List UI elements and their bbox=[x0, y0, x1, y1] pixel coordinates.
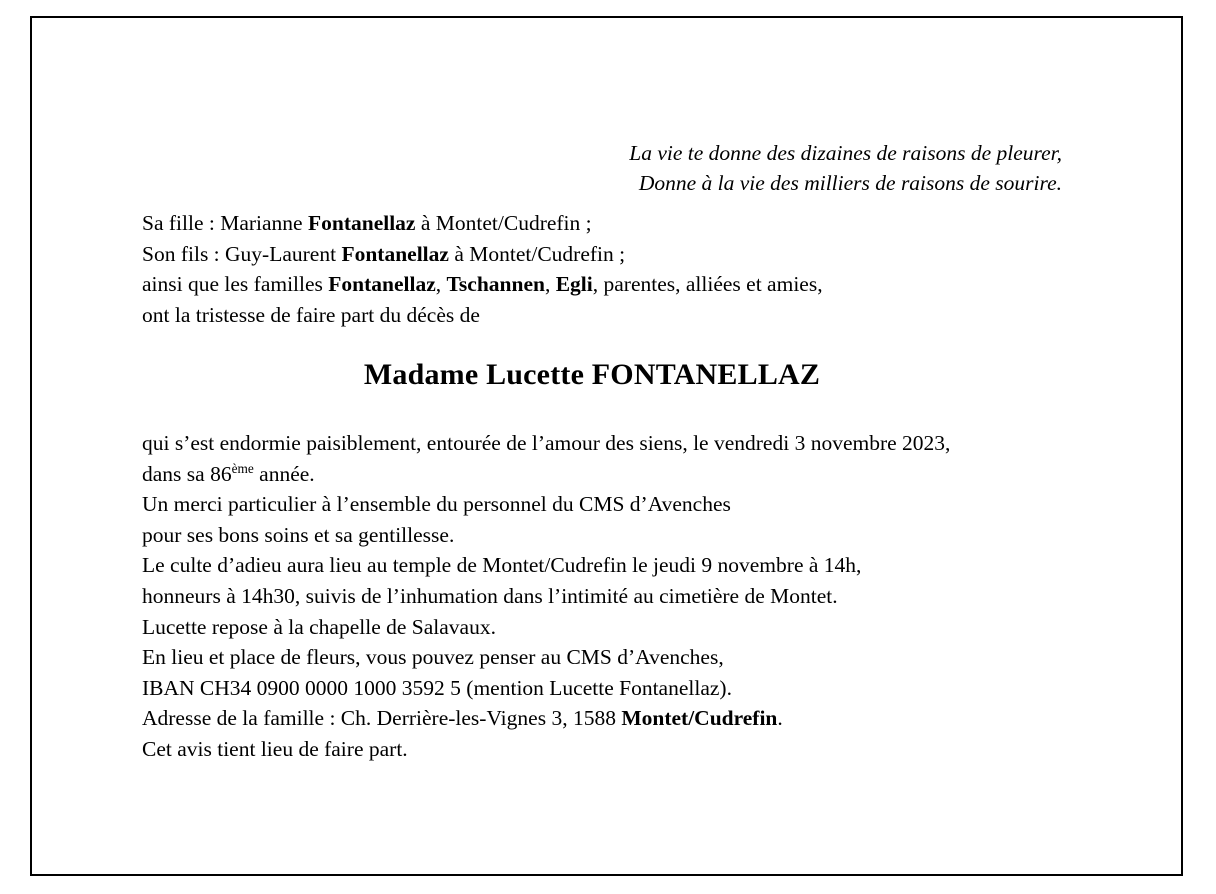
text-run: Un merci particulier à l’ensemble du personnel du CMS d’Avenches bbox=[142, 492, 731, 517]
text-run: dans sa 86 bbox=[142, 461, 232, 486]
detail-line bbox=[142, 428, 950, 459]
emphasis-text: Montet/Cudrefin bbox=[621, 706, 778, 731]
detail-line bbox=[142, 734, 950, 765]
detail-line bbox=[142, 550, 950, 581]
epigraph bbox=[32, 138, 1062, 198]
announcement-line bbox=[142, 239, 823, 270]
detail-line bbox=[142, 459, 950, 490]
detail-line bbox=[142, 703, 950, 734]
text-run: . bbox=[777, 706, 783, 731]
text-run: qui s’est endormie paisiblement, entourée de l’amour des siens, le vendredi 3 novembre 2023, bbox=[142, 431, 951, 455]
text-run: Sa fille : Marianne bbox=[142, 211, 308, 235]
text-run: ème bbox=[231, 460, 254, 476]
text-run: ainsi que les familles bbox=[142, 272, 329, 296]
text-run: Adresse de la famille : Ch. Derrière-les-Vignes 3, 1588 bbox=[142, 706, 622, 731]
text-run: honneurs à 14h30, suivis de l’inhumation dans l’intimité au cimetière de Montet. bbox=[142, 583, 838, 608]
text-run: , parentes, alliées et amies, bbox=[592, 272, 823, 296]
emphasis-text: Fontanellaz bbox=[341, 241, 449, 266]
announcement-line bbox=[142, 300, 823, 331]
detail-line bbox=[142, 581, 950, 612]
text-run: à Montet/Cudrefin ; bbox=[415, 211, 592, 235]
text-run: année. bbox=[253, 461, 315, 486]
text-run: Cet avis tient lieu de faire part. bbox=[142, 736, 408, 761]
detail-line bbox=[142, 520, 950, 551]
emphasis-text: Egli bbox=[555, 272, 593, 296]
emphasis-text: Fontanellaz bbox=[307, 211, 416, 235]
announcement-line bbox=[142, 208, 823, 239]
death-notice-page bbox=[30, 16, 1183, 876]
deceased-name: Madame Lucette FONTANELLAZ bbox=[363, 358, 821, 391]
text-run: En lieu et place de fleurs, vous pouvez penser au CMS d’Avenches, bbox=[142, 645, 724, 670]
text-run: Son fils : Guy-Laurent bbox=[142, 241, 342, 266]
detail-line bbox=[142, 489, 950, 520]
emphasis-text: Tschannen bbox=[446, 272, 545, 296]
text-run: , bbox=[544, 272, 556, 296]
notice-content bbox=[32, 18, 1181, 874]
detail-line bbox=[142, 642, 950, 673]
text-run: IBAN CH34 0900 0000 1000 3592 5 (mention Lucette Fontanellaz). bbox=[142, 675, 732, 700]
detail-line bbox=[142, 673, 950, 704]
epigraph-line: Donne à la vie des milliers de raisons de sourire. bbox=[638, 171, 1062, 195]
text-run: , bbox=[435, 272, 447, 296]
epigraph-line: La vie te donne des dizaines de raisons de pleurer, bbox=[629, 141, 1062, 165]
emphasis-text: Fontanellaz bbox=[328, 272, 436, 296]
text-run: pour ses bons soins et sa gentillesse. bbox=[142, 522, 455, 547]
detail-line bbox=[142, 612, 950, 643]
text-run: Le culte d’adieu aura lieu au temple de Montet/Cudrefin le jeudi 9 novembre à 14h, bbox=[142, 553, 862, 578]
announcement-block bbox=[142, 208, 823, 330]
details-block bbox=[142, 428, 950, 765]
text-run: ont la tristesse de faire part du décès de bbox=[142, 302, 480, 327]
text-run: Lucette repose à la chapelle de Salavaux. bbox=[142, 614, 496, 639]
text-run: à Montet/Cudrefin ; bbox=[448, 241, 626, 266]
announcement-line bbox=[142, 269, 823, 300]
